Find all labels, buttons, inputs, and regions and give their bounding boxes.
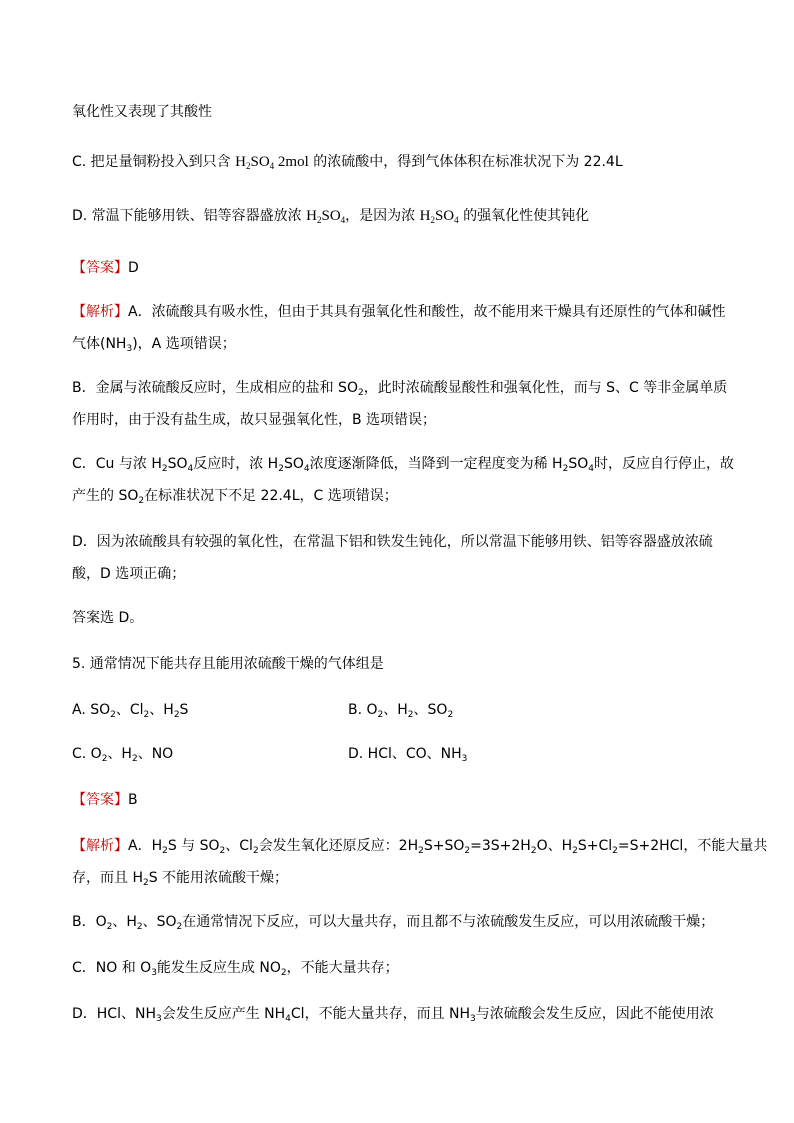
answer-label: 【答案】 — [72, 792, 128, 808]
analysis-line: D．因为浓硫酸具有较强的氧化性，在常温下铝和铁发生钝化，所以常温下能够用铁、铝等容器盛放浓硫 — [72, 534, 713, 550]
q5-option-b: B. $O_2$、$H_2$、$SO_2$ — [348, 702, 454, 720]
analysis-line: B．金属与浓硫酸反应时，生成相应的盐和 $SO_2$，此时浓硫酸显酸性和强氧化性，而与 S、C 等非金属单质 — [72, 380, 728, 398]
formula-h2so4: $H_2SO_4$ — [306, 208, 346, 225]
analysis-line: 酸，D 选项正确； — [72, 566, 186, 582]
answer-label: 【答案】 — [72, 260, 128, 276]
analysis-line: 气体$(NH_3)$，A 选项错误； — [72, 336, 236, 354]
q5-answer-line — [72, 790, 138, 810]
conclusion: 答案选 D。 — [72, 610, 144, 626]
q5-analysis-line: 存，而且 $H_2S$ 不能用浓硫酸干燥； — [72, 870, 289, 888]
question-continuation: 氧化性又表现了其酸性 — [72, 104, 212, 120]
analysis-line: C．Cu 与浓 $H_2SO_4$反应时，浓 $H_2SO_4$浓度逐渐降低，当降到一定程度变为稀 $H_2SO_4$时，反应自行停止，故 — [72, 456, 734, 474]
option-d: D. 常温下能够用铁、铝等容器盛放浓 $H_2SO_4$，是因为浓 $H_2SO_4$ 的强氧化性使其钝化 — [72, 208, 590, 225]
analysis-line: 作用时，由于没有盐生成，故只显强氧化性，B 选项错误； — [72, 412, 437, 428]
answer-value: D — [128, 260, 139, 276]
q5-analysis-line: D．HCl、$NH_3$会发生反应产生 $NH_4Cl$，不能大量共存，而且 $NH_3$与浓硫酸会发生反应，因此不能使用浓 — [72, 1006, 714, 1024]
q5-analysis-line: C．NO 和 $O_3$能发生反应生成 $NO_2$，不能大量共存； — [72, 960, 399, 978]
analysis-label: 【解析】 — [72, 838, 128, 854]
q5-option-d: D. HCl、CO、$NH_3$ — [348, 746, 468, 764]
formula-h2so4: $H_2SO_4$ — [419, 208, 459, 225]
analysis-line: 【解析】A．浓硫酸具有吸水性，但由于其具有强氧化性和酸性，故不能用来干燥具有还原性的气体和碱性 — [72, 304, 726, 320]
q5-analysis-line: B．$O_2$、$H_2$、$SO_2$在通常情况下反应，可以大量共存，而且都不与浓硫酸发生反应，可以用浓硫酸干燥； — [72, 914, 715, 932]
formula-h2so4: $H_2SO_4$ 2mol — [235, 154, 309, 171]
option-c: C. 把足量铜粉投入到只含 $H_2SO_4$ 2mol 的浓硫酸中，得到气体体积在标准状况下为 22.4L — [72, 154, 623, 171]
answer-value: B — [128, 792, 138, 808]
analysis-line: 产生的 $SO_2$在标准状况下不足 22.4L，C 选项错误； — [72, 488, 398, 506]
analysis-label: 【解析】 — [72, 304, 128, 320]
q5-option-c: C. $O_2$、$H_2$、NO — [72, 746, 174, 764]
answer-line — [72, 258, 139, 278]
q5-analysis-line: 【解析】A．$H_2S$ 与 $SO_2$、$Cl_2$会发生氧化还原反应：$2H_2S+SO_2=3S+2H_2O$、$H_2S+Cl_2=S+2HCl$，不能大量共 — [72, 838, 768, 856]
question-5-stem: 5. 通常情况下能共存且能用浓硫酸干燥的气体组是 — [72, 656, 384, 672]
q5-option-a: A. $SO_2$、$Cl_2$、$H_2S$ — [72, 702, 189, 720]
